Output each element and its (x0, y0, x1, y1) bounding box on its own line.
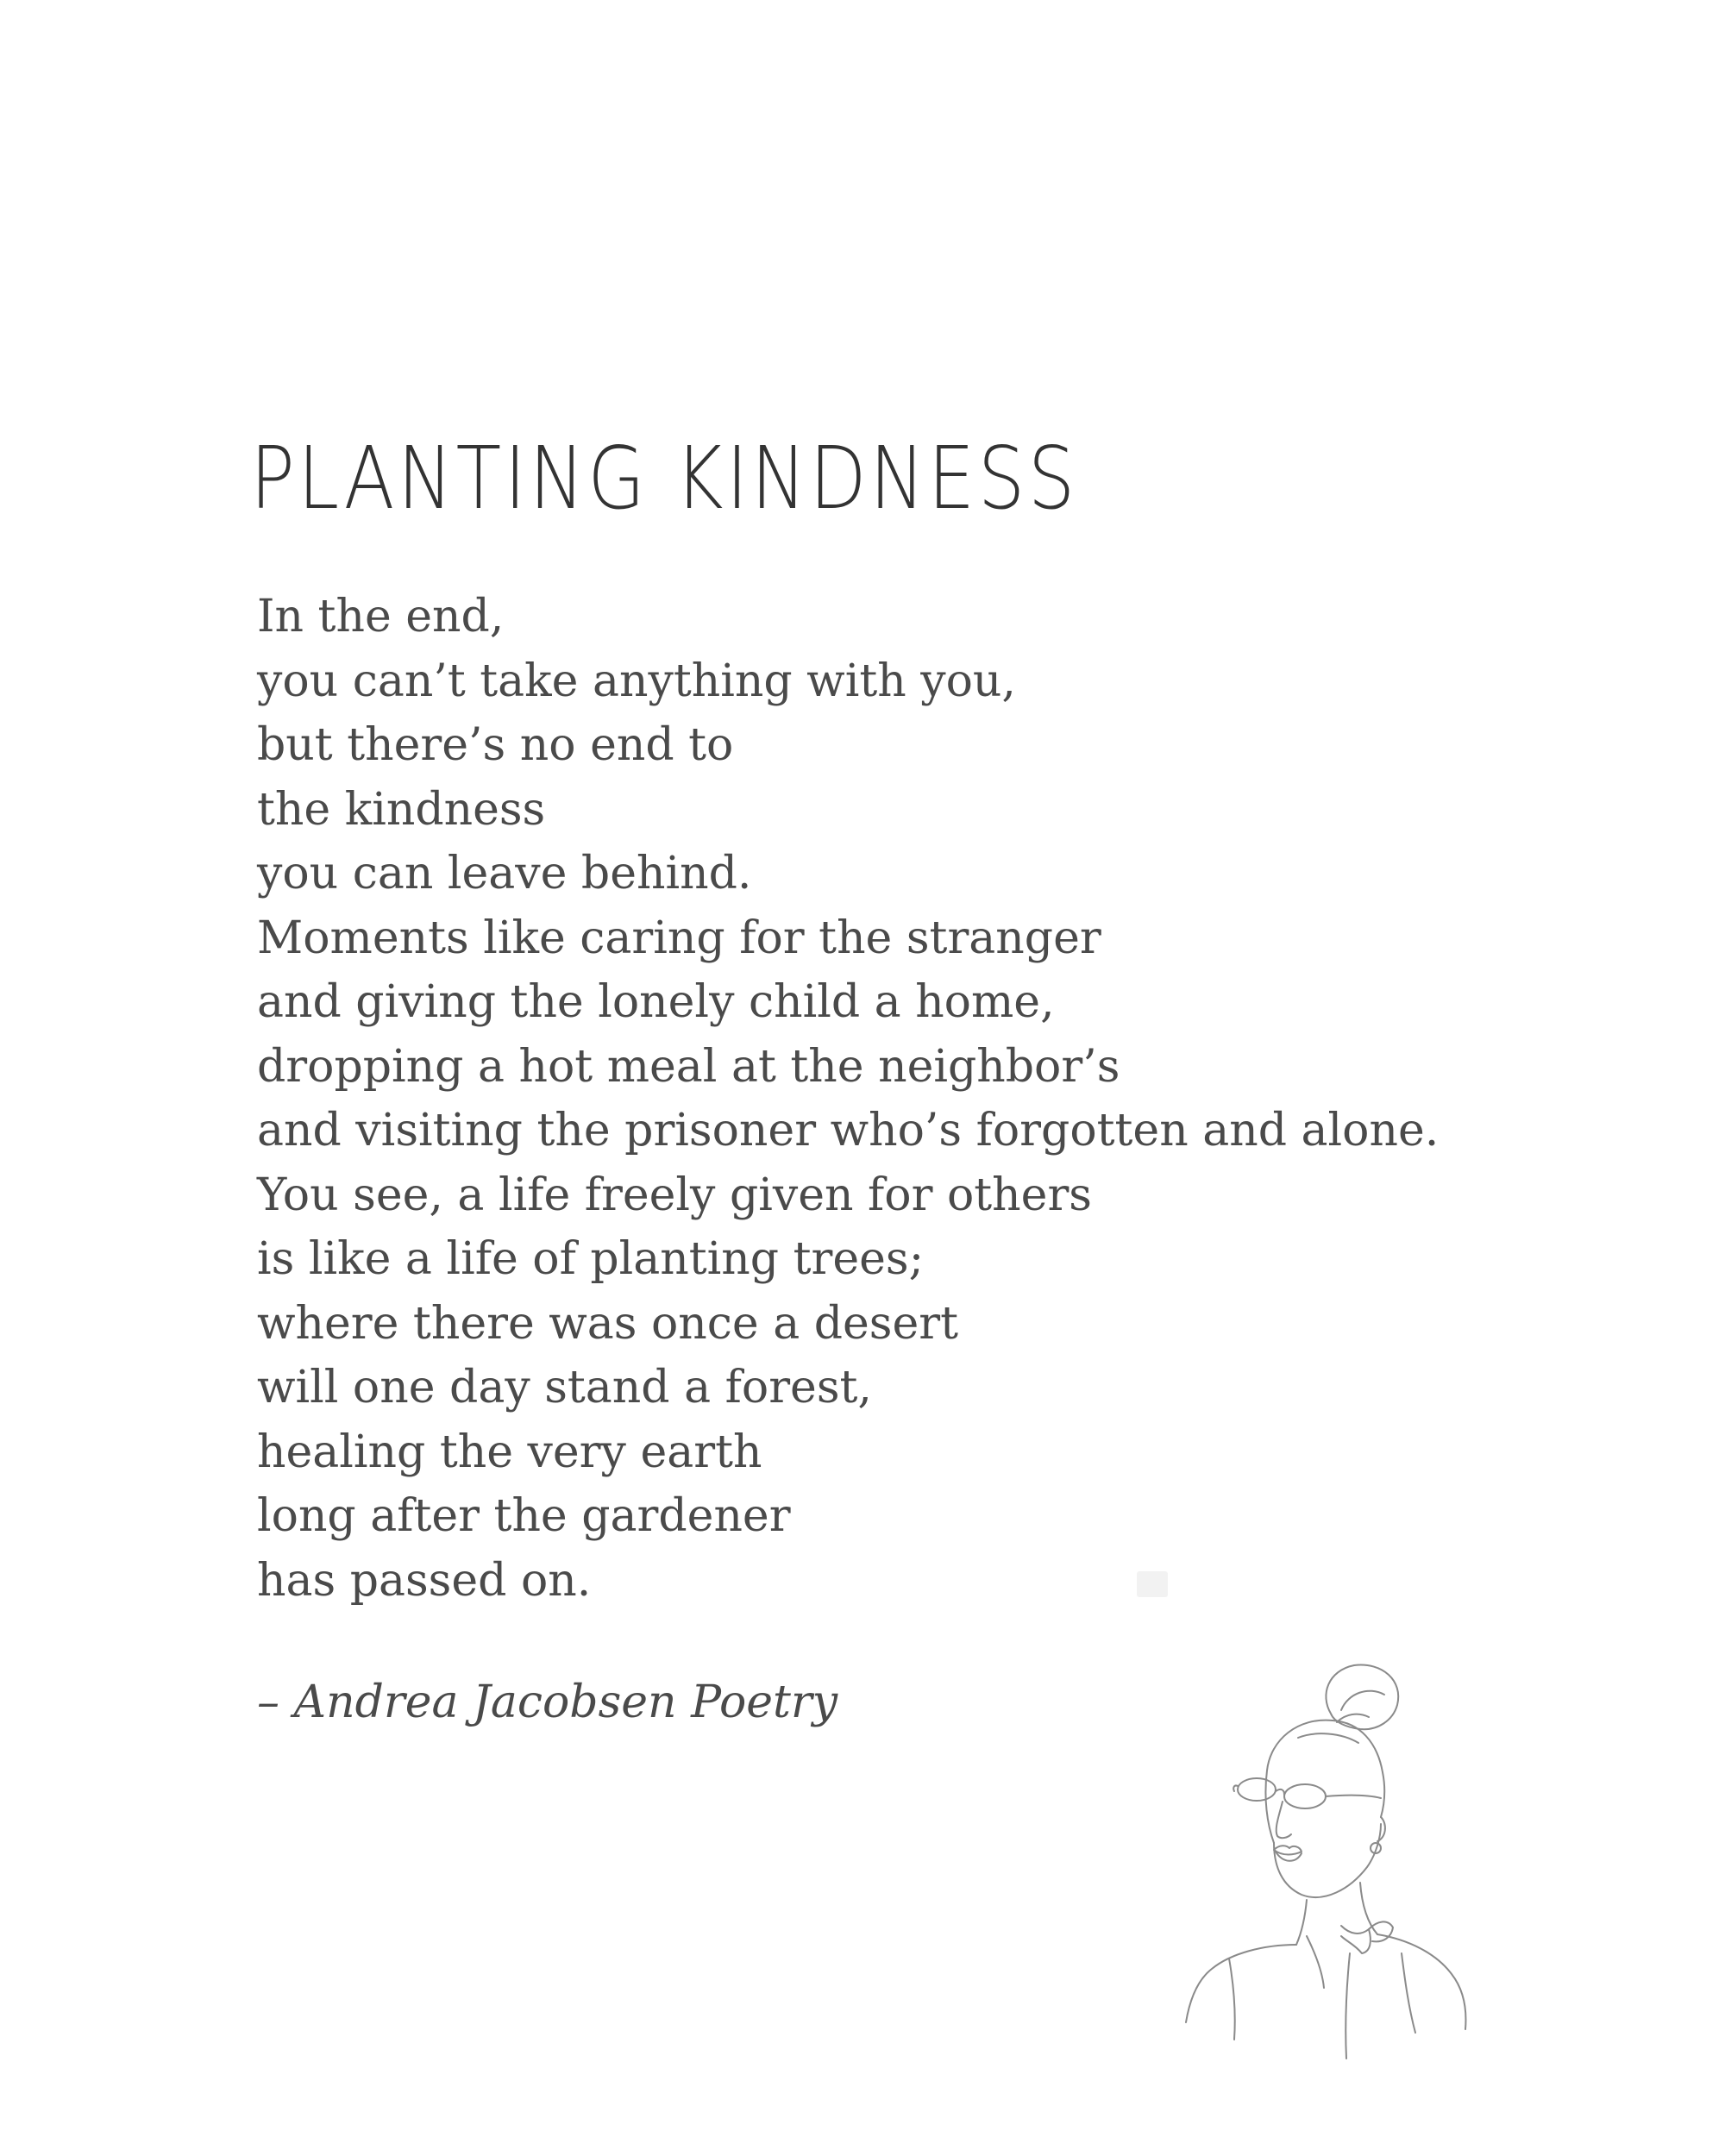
poem-line: you can leave behind. (257, 848, 752, 899)
poem-line: has passed on. (257, 1554, 592, 1607)
poem-line: dropping a hot meal at the neighbor’s (257, 1040, 1120, 1093)
poem-line: but there’s no end to (257, 719, 734, 771)
smudge-mark (1137, 1571, 1168, 1597)
poem-line: healing the very earth (257, 1426, 762, 1478)
poem-line: Moments like caring for the stranger (257, 912, 1101, 964)
poem-line: You see, a life freely given for others (257, 1169, 1092, 1221)
poem-line: and giving the lonely child a home, (257, 976, 1055, 1028)
poem-title: PLANTING KINDNESS (250, 428, 1078, 529)
poem-line: the kindness (257, 783, 546, 836)
poem-line: will one day stand a forest, (257, 1362, 872, 1413)
poem-attribution: – Andrea Jacobsen Poetry (257, 1677, 838, 1728)
poem-line: where there was once a desert (257, 1297, 959, 1350)
poem-line: and visiting the prisoner who’s forgotten and alone. (257, 1105, 1440, 1156)
poem-line: you can’t take anything with you, (257, 655, 1016, 707)
poem-line: is like a life of planting trees; (257, 1233, 925, 1285)
poem-line: long after the gardener (257, 1490, 791, 1542)
woman-line-portrait-illustration (1177, 1660, 1475, 2065)
poem-line: In the end, (257, 591, 505, 642)
poem-body (257, 585, 1439, 1613)
